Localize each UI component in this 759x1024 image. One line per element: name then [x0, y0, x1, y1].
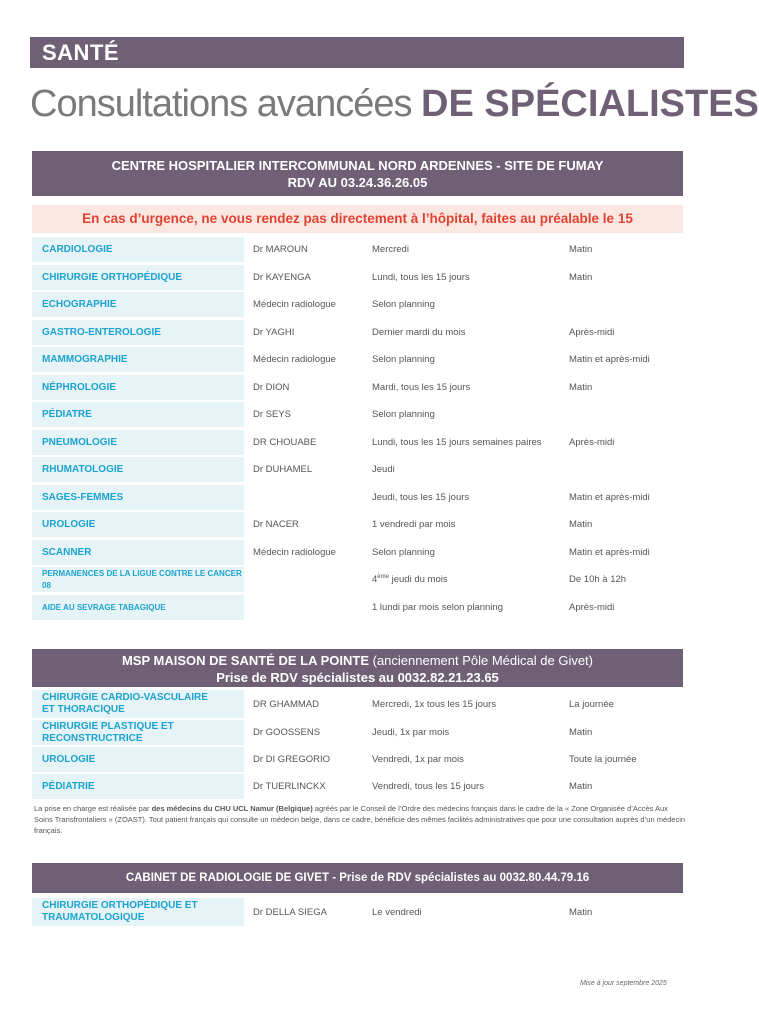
section2-header-bold: MSP MAISON DE SANTÉ DE LA POINTE — [121, 653, 369, 668]
section2-header-line2: Prise de RDV spécialistes au 0032.82.21.23.65 — [216, 670, 499, 685]
note-bold: des médecins du CHU UCL Namur (Belgique) — [151, 804, 313, 813]
schedule-cell: Selon planning — [372, 547, 435, 558]
specialty-cell: PÉDIATRE — [32, 402, 244, 427]
specialty-cell: SAGES-FEMMES — [32, 485, 244, 510]
emergency-alert: En cas d’urgence, ne vous rendez pas directement à l’hôpital, faites au préalable le 15 — [32, 205, 683, 233]
schedule-cell: Selon planning — [372, 354, 435, 365]
doctor-cell: DR CHOUABE — [253, 437, 317, 448]
time-cell: Matin — [569, 272, 593, 283]
time-cell: La journée — [569, 699, 614, 710]
section1-header-line1: CENTRE HOSPITALIER INTERCOMMUNAL NORD ARDENNES - SITE DE FUMAY — [111, 158, 604, 173]
title-part2: DE SPÉCIALISTES — [421, 83, 759, 125]
time-cell: Matin — [569, 727, 593, 738]
specialty-cell: UROLOGIE — [32, 512, 244, 537]
specialty-cell — [32, 898, 244, 926]
section1-header-line2: RDV AU 03.24.36.26.05 — [287, 175, 428, 190]
schedule-cell: Jeudi, 1x par mois — [372, 727, 450, 738]
doctor-cell: Dr NACER — [253, 519, 299, 530]
schedule-cell: Jeudi, tous les 15 jours — [372, 492, 470, 503]
top-banner — [30, 37, 684, 68]
time-cell: Matin — [569, 781, 593, 792]
specialty-cell — [32, 690, 244, 718]
schedule-ordinal-suffix: ème — [377, 574, 389, 580]
update-date: Mise à jour septembre 2025 — [580, 980, 667, 987]
specialty-cell: CARDIOLOGIE — [32, 237, 244, 262]
note-part1: La prise en charge est réalisée par — [34, 804, 152, 813]
doctor-cell: Médecin radiologue — [253, 354, 336, 365]
specialty-cell: PERMANENCES DE LA LIGUE CONTRE LE CANCER 08 — [32, 567, 244, 592]
doctor-cell: Médecin radiologue — [253, 547, 336, 558]
doctor-cell: Dr DUHAMEL — [253, 464, 313, 475]
schedule-cell: Le vendredi — [372, 907, 422, 918]
doctor-cell: Médecin radiologue — [253, 299, 336, 310]
section2-header — [32, 649, 683, 687]
schedule-cell: Lundi, tous les 15 jours semaines paires — [372, 437, 542, 448]
specialty-line1: CHIRURGIE CARDIO-VASCULAIRE — [42, 692, 208, 703]
specialty-cell: ECHOGRAPHIE — [32, 292, 244, 317]
schedule-cell: 1 vendredi par mois — [372, 519, 456, 530]
doctor-cell: Dr SEYS — [253, 409, 292, 420]
schedule-cell: Selon planning — [372, 409, 435, 420]
schedule-ordinal: 4 — [372, 574, 378, 586]
schedule-cell: Mardi, tous les 15 jours — [372, 382, 471, 393]
doctor-cell: DR GHAMMAD — [253, 699, 319, 710]
schedule-cell — [372, 574, 448, 585]
doctor-cell: Dr KAYENGA — [253, 272, 311, 283]
time-cell: Toute la journée — [569, 754, 637, 765]
time-cell: Matin — [569, 382, 593, 393]
specialty-cell: AIDE AU SEVRAGE TABAGIQUE — [32, 595, 244, 620]
time-cell: Matin — [569, 244, 593, 255]
time-cell: Matin et après-midi — [569, 547, 650, 558]
time-cell: Matin — [569, 907, 593, 918]
note-part2: agréés par le Conseil de l’Ordre des médecins français dans le cadre de la « Zone Organisée d’Accès Aux Soins Transfrontaliers » (ZOAST). Tout patient français qui consulte un médecin belge, dans ce cadre, bénéficie des mêmes facilités administratives que pour une consultation auprès d’un médecin français. — [34, 804, 686, 835]
specialty-cell: PÉDIATRIE — [32, 774, 244, 799]
specialty-cell: MAMMOGRAPHIE — [32, 347, 244, 372]
doctor-cell: Dr DION — [253, 382, 290, 393]
doctor-cell: Dr MAROUN — [253, 244, 308, 255]
schedule-cell: Dernier mardi du mois — [372, 327, 466, 338]
time-cell: Après-midi — [569, 437, 615, 448]
specialty-cell: CHIRURGIE PLASTIQUE ET RECONSTRUCTRICE — [32, 720, 244, 745]
title-part1: Consultations avancées — [30, 83, 412, 125]
specialty-cell: CHIRURGIE ORTHOPÉDIQUE — [32, 265, 244, 290]
section1-header — [32, 151, 683, 196]
doctor-cell: Dr YAGHI — [253, 327, 295, 338]
time-cell: De 10h à 12h — [569, 574, 627, 585]
specialty-line2: ET THORACIQUE — [42, 704, 125, 715]
specialty-cell: SCANNER — [32, 540, 244, 565]
time-cell: Matin et après-midi — [569, 354, 650, 365]
doctor-cell: Dr GOOSSENS — [253, 727, 321, 738]
specialty-cell: GASTRO-ENTEROLOGIE — [32, 320, 244, 345]
doctor-cell: Dr TUERLINCKX — [253, 781, 326, 792]
top-label: SANTÉ — [42, 40, 120, 65]
section2-header-normal: (anciennement Pôle Médical de Givet) — [369, 653, 594, 668]
schedule-cell: Mercredi, 1x tous les 15 jours — [372, 699, 497, 710]
time-cell: Matin — [569, 519, 593, 530]
page-title — [30, 83, 759, 126]
schedule-cell: Selon planning — [372, 299, 435, 310]
specialty-cell: PNEUMOLOGIE — [32, 430, 244, 455]
section2-header-line1 — [32, 652, 683, 669]
time-cell: Après-midi — [569, 327, 615, 338]
schedule-cell: Lundi, tous les 15 jours — [372, 272, 470, 283]
specialty-line2: TRAUMATOLOGIQUE — [42, 912, 145, 923]
section3-header: CABINET DE RADIOLOGIE DE GIVET - Prise de RDV spécialistes au 0032.80.44.79.16 — [32, 863, 683, 893]
time-cell: Matin et après-midi — [569, 492, 650, 503]
specialty-cell: UROLOGIE — [32, 747, 244, 772]
zoast-note — [34, 803, 686, 836]
doctor-cell: Dr DELLA SIEGA — [253, 907, 327, 918]
time-cell: Après-midi — [569, 602, 615, 613]
schedule-cell: Vendredi, tous les 15 jours — [372, 781, 484, 792]
specialty-line1: CHIRURGIE ORTHOPÉDIQUE ET — [42, 900, 198, 911]
specialty-cell: NÉPHROLOGIE — [32, 375, 244, 400]
schedule-cell: Vendredi, 1x par mois — [372, 754, 464, 765]
schedule-cell: Mercredi — [372, 244, 409, 255]
schedule-cell: Jeudi — [372, 464, 395, 475]
schedule-cell: 1 lundi par mois selon planning — [372, 602, 503, 613]
specialty-cell: RHUMATOLOGIE — [32, 457, 244, 482]
schedule-text: jeudi du mois — [388, 574, 448, 586]
doctor-cell: Dr DI GREGORIO — [253, 754, 331, 765]
